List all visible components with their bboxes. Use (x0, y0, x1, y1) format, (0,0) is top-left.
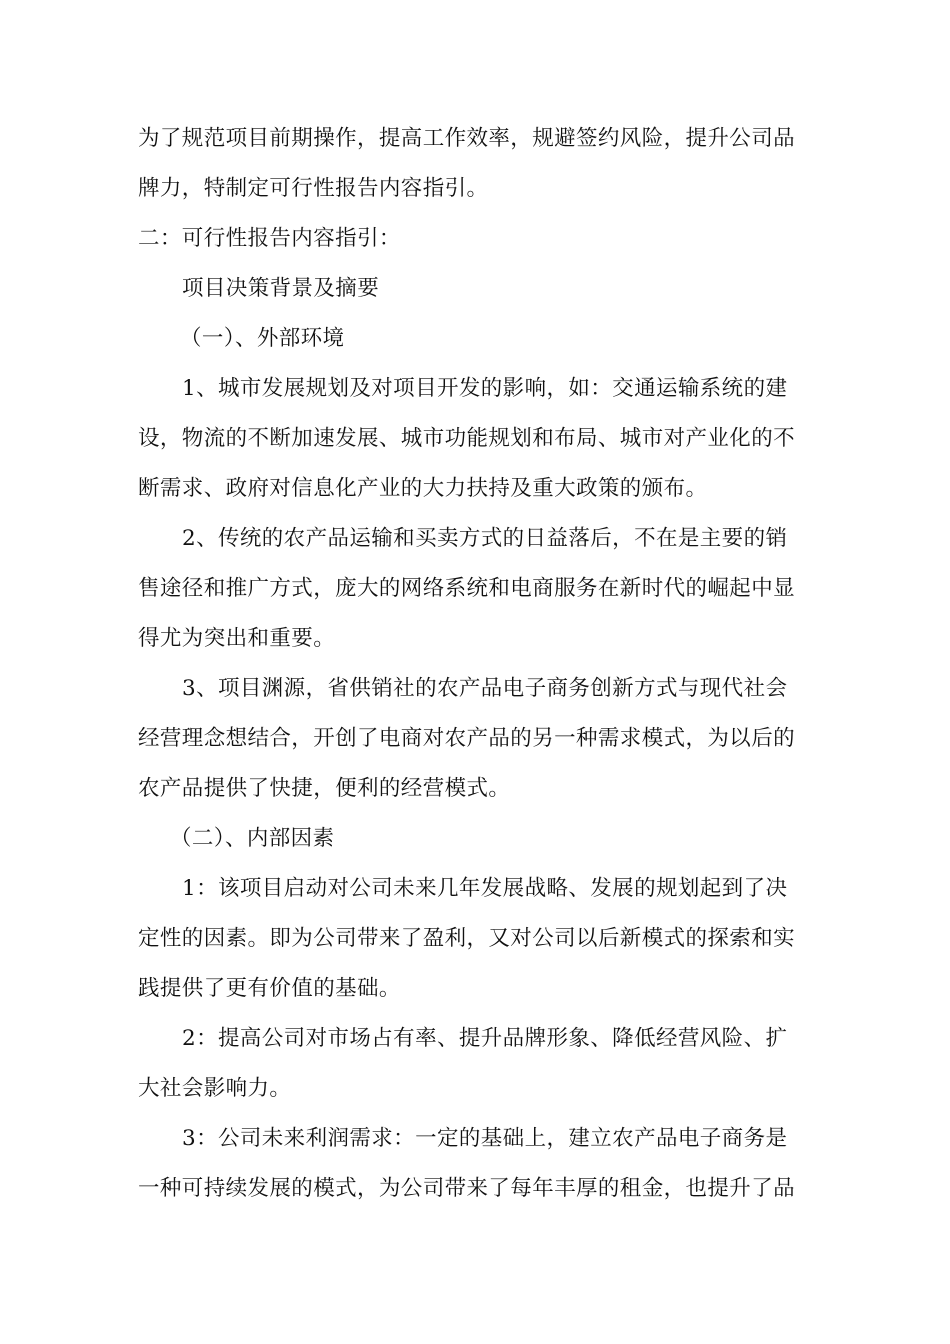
paragraph-line: 2：提高公司对市场占有率、提升品牌形象、降低经营风险、扩 (182, 1026, 788, 1051)
paragraph-line: 得尤为突出和重要。 (138, 626, 336, 651)
paragraph-line: 设，物流的不断加速发展、城市功能规划和布局、城市对产业化的不 (138, 426, 796, 451)
paragraph-line: 3、项目渊源，省供销社的农产品电子商务创新方式与现代社会 (182, 676, 788, 701)
paragraph-line: 定性的因素。即为公司带来了盈利，又对公司以后新模式的探索和实 (138, 926, 796, 951)
subsection-heading-external: （一）、外部环境 (180, 326, 345, 351)
paragraph-line: 2、传统的农产品运输和买卖方式的日益落后，不在是主要的销 (182, 526, 788, 551)
section-heading: 二：可行性报告内容指引： (138, 226, 401, 251)
paragraph-line: 1：该项目启动对公司未来几年发展战略、发展的规划起到了决 (182, 876, 788, 901)
paragraph-line: 断需求、政府对信息化产业的大力扶持及重大政策的颁布。 (138, 476, 708, 501)
paragraph-line: 大社会影响力。 (138, 1076, 292, 1101)
paragraph-intro-line: 牌力，特制定可行性报告内容指引。 (138, 176, 489, 201)
paragraph-intro-line: 为了规范项目前期操作，提高工作效率，规避签约风险，提升公司品 (138, 126, 796, 151)
paragraph-line: 农产品提供了快捷，便利的经营模式。 (138, 776, 511, 801)
paragraph-line: 售途径和推广方式，庞大的网络系统和电商服务在新时代的崛起中显 (138, 576, 796, 601)
subsection-heading-internal: （二）、内部因素 (170, 826, 335, 851)
paragraph-line: 3：公司未来利润需求：一定的基础上，建立农产品电子商务是 (182, 1126, 788, 1151)
subsection-heading: 项目决策背景及摘要 (182, 276, 380, 301)
paragraph-line: 一种可持续发展的模式，为公司带来了每年丰厚的租金，也提升了品 (138, 1176, 796, 1201)
paragraph-line: 践提供了更有价值的基础。 (138, 976, 401, 1001)
paragraph-line: 1、城市发展规划及对项目开发的影响，如：交通运输系统的建 (182, 376, 788, 401)
paragraph-line: 经营理念想结合，开创了电商对农产品的另一种需求模式，为以后的 (138, 726, 796, 751)
